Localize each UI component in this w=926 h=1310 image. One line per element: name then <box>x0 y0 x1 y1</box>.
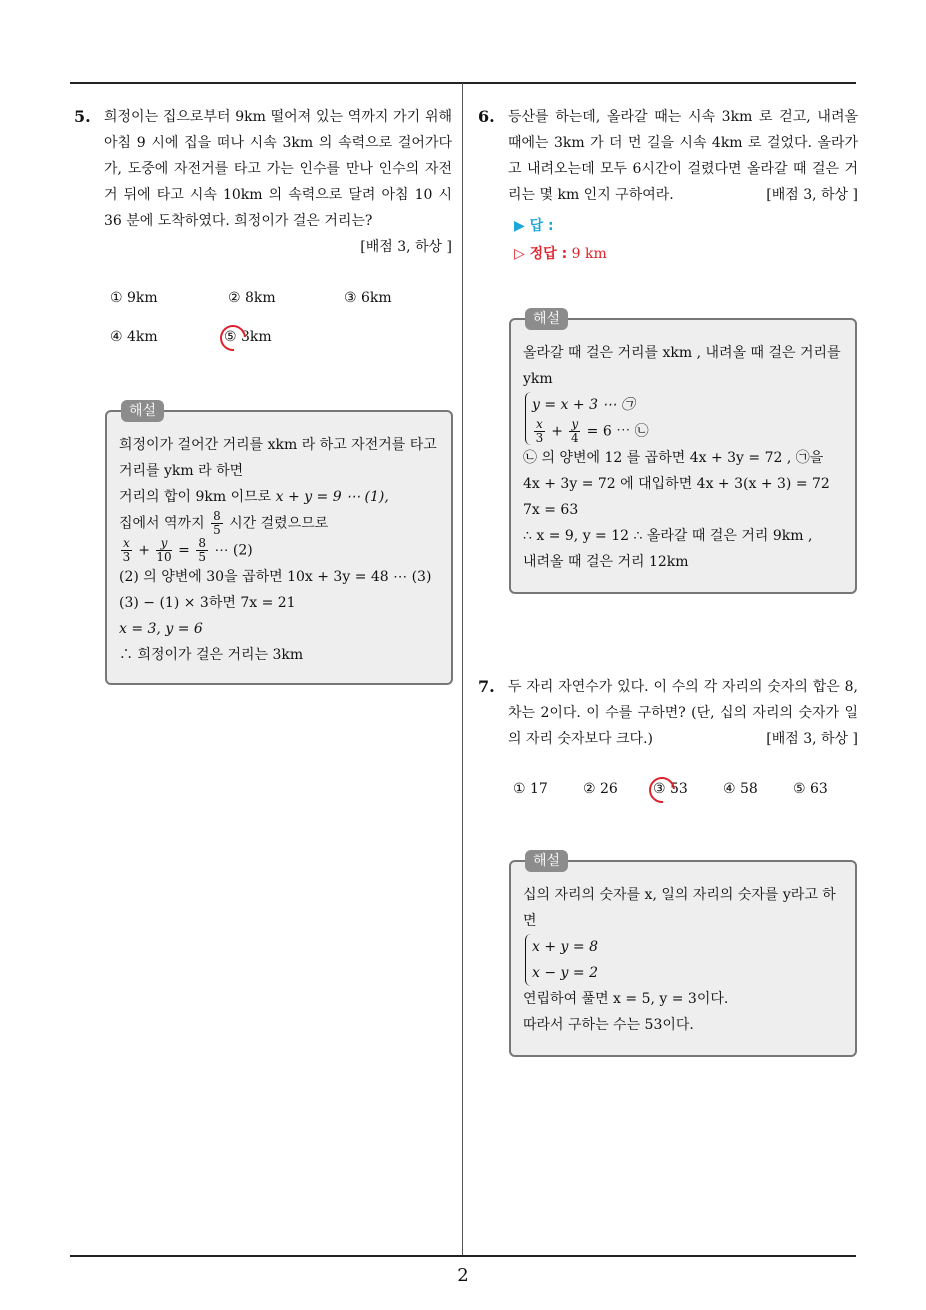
q7-solution-box <box>509 853 857 1057</box>
choice-2[interactable]: ② 26 <box>583 781 618 797</box>
answer-circle-mark <box>215 320 252 357</box>
choice-1[interactable]: ① 17 <box>513 781 548 797</box>
choice-3[interactable]: ③ 53 <box>653 781 688 797</box>
sol-line: 십의 자리의 숫자를 x, 일의 자리의 숫자를 y라고 하면 <box>523 887 836 929</box>
question-text: 희정이는 집으로부터 9km 떨어져 있는 역까지 가기 위해 아침 9 시에 집을 떠나 시속 3km 의 속력으로 걸어가다가, 도중에 자전거를 타고 가는 인수를 만나 인수의 자전거 뒤에 타고 시속 10km 의 속력으로 달려 아침 10 시 36 분에 도착하였다. 희정이가 걸은 거리는? [배점 3, 하상 ] <box>104 104 452 234</box>
score-meta: [배점 3, 하상 ] <box>766 731 858 747</box>
sol-equation: $\frac{x}{3}$ + $\frac{y}{10}$ = $\frac{8}{5}$ ⋯ (2) <box>122 536 253 564</box>
question-number: 6. <box>478 107 495 126</box>
sol-line: 올라갈 때 걸은 거리를 xkm , 내려올 때 걸은 거리를 ykm <box>523 345 841 387</box>
sol-line: (3) − (1) × 3하면 7x = 21 <box>119 595 296 611</box>
sol-line: 집에서 역까지 $\frac{8}{5}$ 시간 걸렸으므로 <box>119 509 329 537</box>
question-7 <box>478 674 858 752</box>
solution-tag: 해설 <box>525 850 568 872</box>
question-number: 5. <box>74 107 91 126</box>
question-6 <box>478 104 858 208</box>
solution-tag: 해설 <box>121 400 164 422</box>
choice-2[interactable]: ② 8km <box>228 290 276 306</box>
sol-line: ㉡ 의 양변에 12 를 곱하면 4x + 3y = 72 , ㉠을 <box>523 450 824 466</box>
top-rule <box>70 82 856 84</box>
answer-label: ▶ 답 : <box>514 218 554 234</box>
question-5 <box>74 104 452 260</box>
equation-system: x + y = 8 x − y = 2 <box>525 934 598 986</box>
column-divider <box>462 83 463 1256</box>
sol-line: 따라서 구하는 수는 53이다. <box>523 1017 694 1033</box>
sol-line: ∴ 희정이가 걸은 거리는 3km <box>119 647 304 663</box>
equation-system: y = x + 3 ⋯ ㉠ $\frac{x}{3}$ + $\frac{y}{4}$ = 6 ⋯ ㉡ <box>525 392 649 445</box>
choice-5[interactable]: ⑤ 3km <box>224 329 272 345</box>
choice-5[interactable]: ⑤ 63 <box>793 781 828 797</box>
question-text: 두 자리 자연수가 있다. 이 수의 각 자리의 숫자의 합은 8, 차는 2이다. 이 수를 구하면? (단, 십의 자리의 숫자가 일의 자리 숫자보다 크다.) [배점 3, 하상 ] <box>508 674 858 752</box>
fraction: $\frac{8}{5}$ <box>213 509 221 537</box>
choice-3[interactable]: ③ 6km <box>344 290 392 306</box>
question-text: 등산를 하는데, 올라갈 때는 시속 3km 로 걷고, 내려올 때에는 3km 가 더 먼 길을 시속 4km 로 걸었다. 올라가고 내려오는데 모두 6시간이 걸렸다면 올라갈 때 걸은 거리는 몇 km 인지 구하여라. [배점 3, 하상 ] <box>508 104 858 208</box>
q6-answer <box>514 212 607 268</box>
sol-line: 내려올 때 걸은 거리 12km <box>523 554 689 570</box>
q5-solution-box <box>105 403 453 685</box>
sol-line: 거리의 합이 9km 이므로 x + y = 9 ⋯ (1), <box>119 489 389 505</box>
sol-line: 7x = 63 <box>523 502 579 518</box>
solution-tag: 해설 <box>525 308 568 330</box>
question-number: 7. <box>478 677 495 696</box>
page-number: 2 <box>457 1265 469 1286</box>
sol-line: ∴ x = 9, y = 12 ∴ 올라갈 때 걸은 거리 9km , <box>523 528 813 544</box>
choice-4[interactable]: ④ 58 <box>723 781 758 797</box>
choice-1[interactable]: ① 9km <box>110 290 158 306</box>
answer-circle-mark <box>644 772 681 809</box>
score-meta: [배점 3, 하상 ] <box>766 187 858 203</box>
bottom-rule <box>70 1255 856 1257</box>
q6-solution-box <box>509 311 857 594</box>
sol-line: 4x + 3y = 72 에 대입하면 4x + 3(x + 3) = 72 <box>523 476 830 492</box>
sol-line: 희정이가 걸어간 거리를 xkm 라 하고 자전거를 타고 거리를 ykm 라 하면 <box>119 437 437 479</box>
sol-line: (2) 의 양변에 30을 곱하면 10x + 3y = 48 ⋯ (3) <box>119 569 432 585</box>
score-meta: [배점 3, 하상 ] <box>360 239 452 255</box>
sol-line: 연립하여 풀면 x = 5, y = 3이다. <box>523 991 729 1007</box>
sol-line: x = 3, y = 6 <box>119 621 203 637</box>
correct-answer: ▷ 정답 : 9 km <box>514 246 607 262</box>
choice-4[interactable]: ④ 4km <box>110 329 158 345</box>
